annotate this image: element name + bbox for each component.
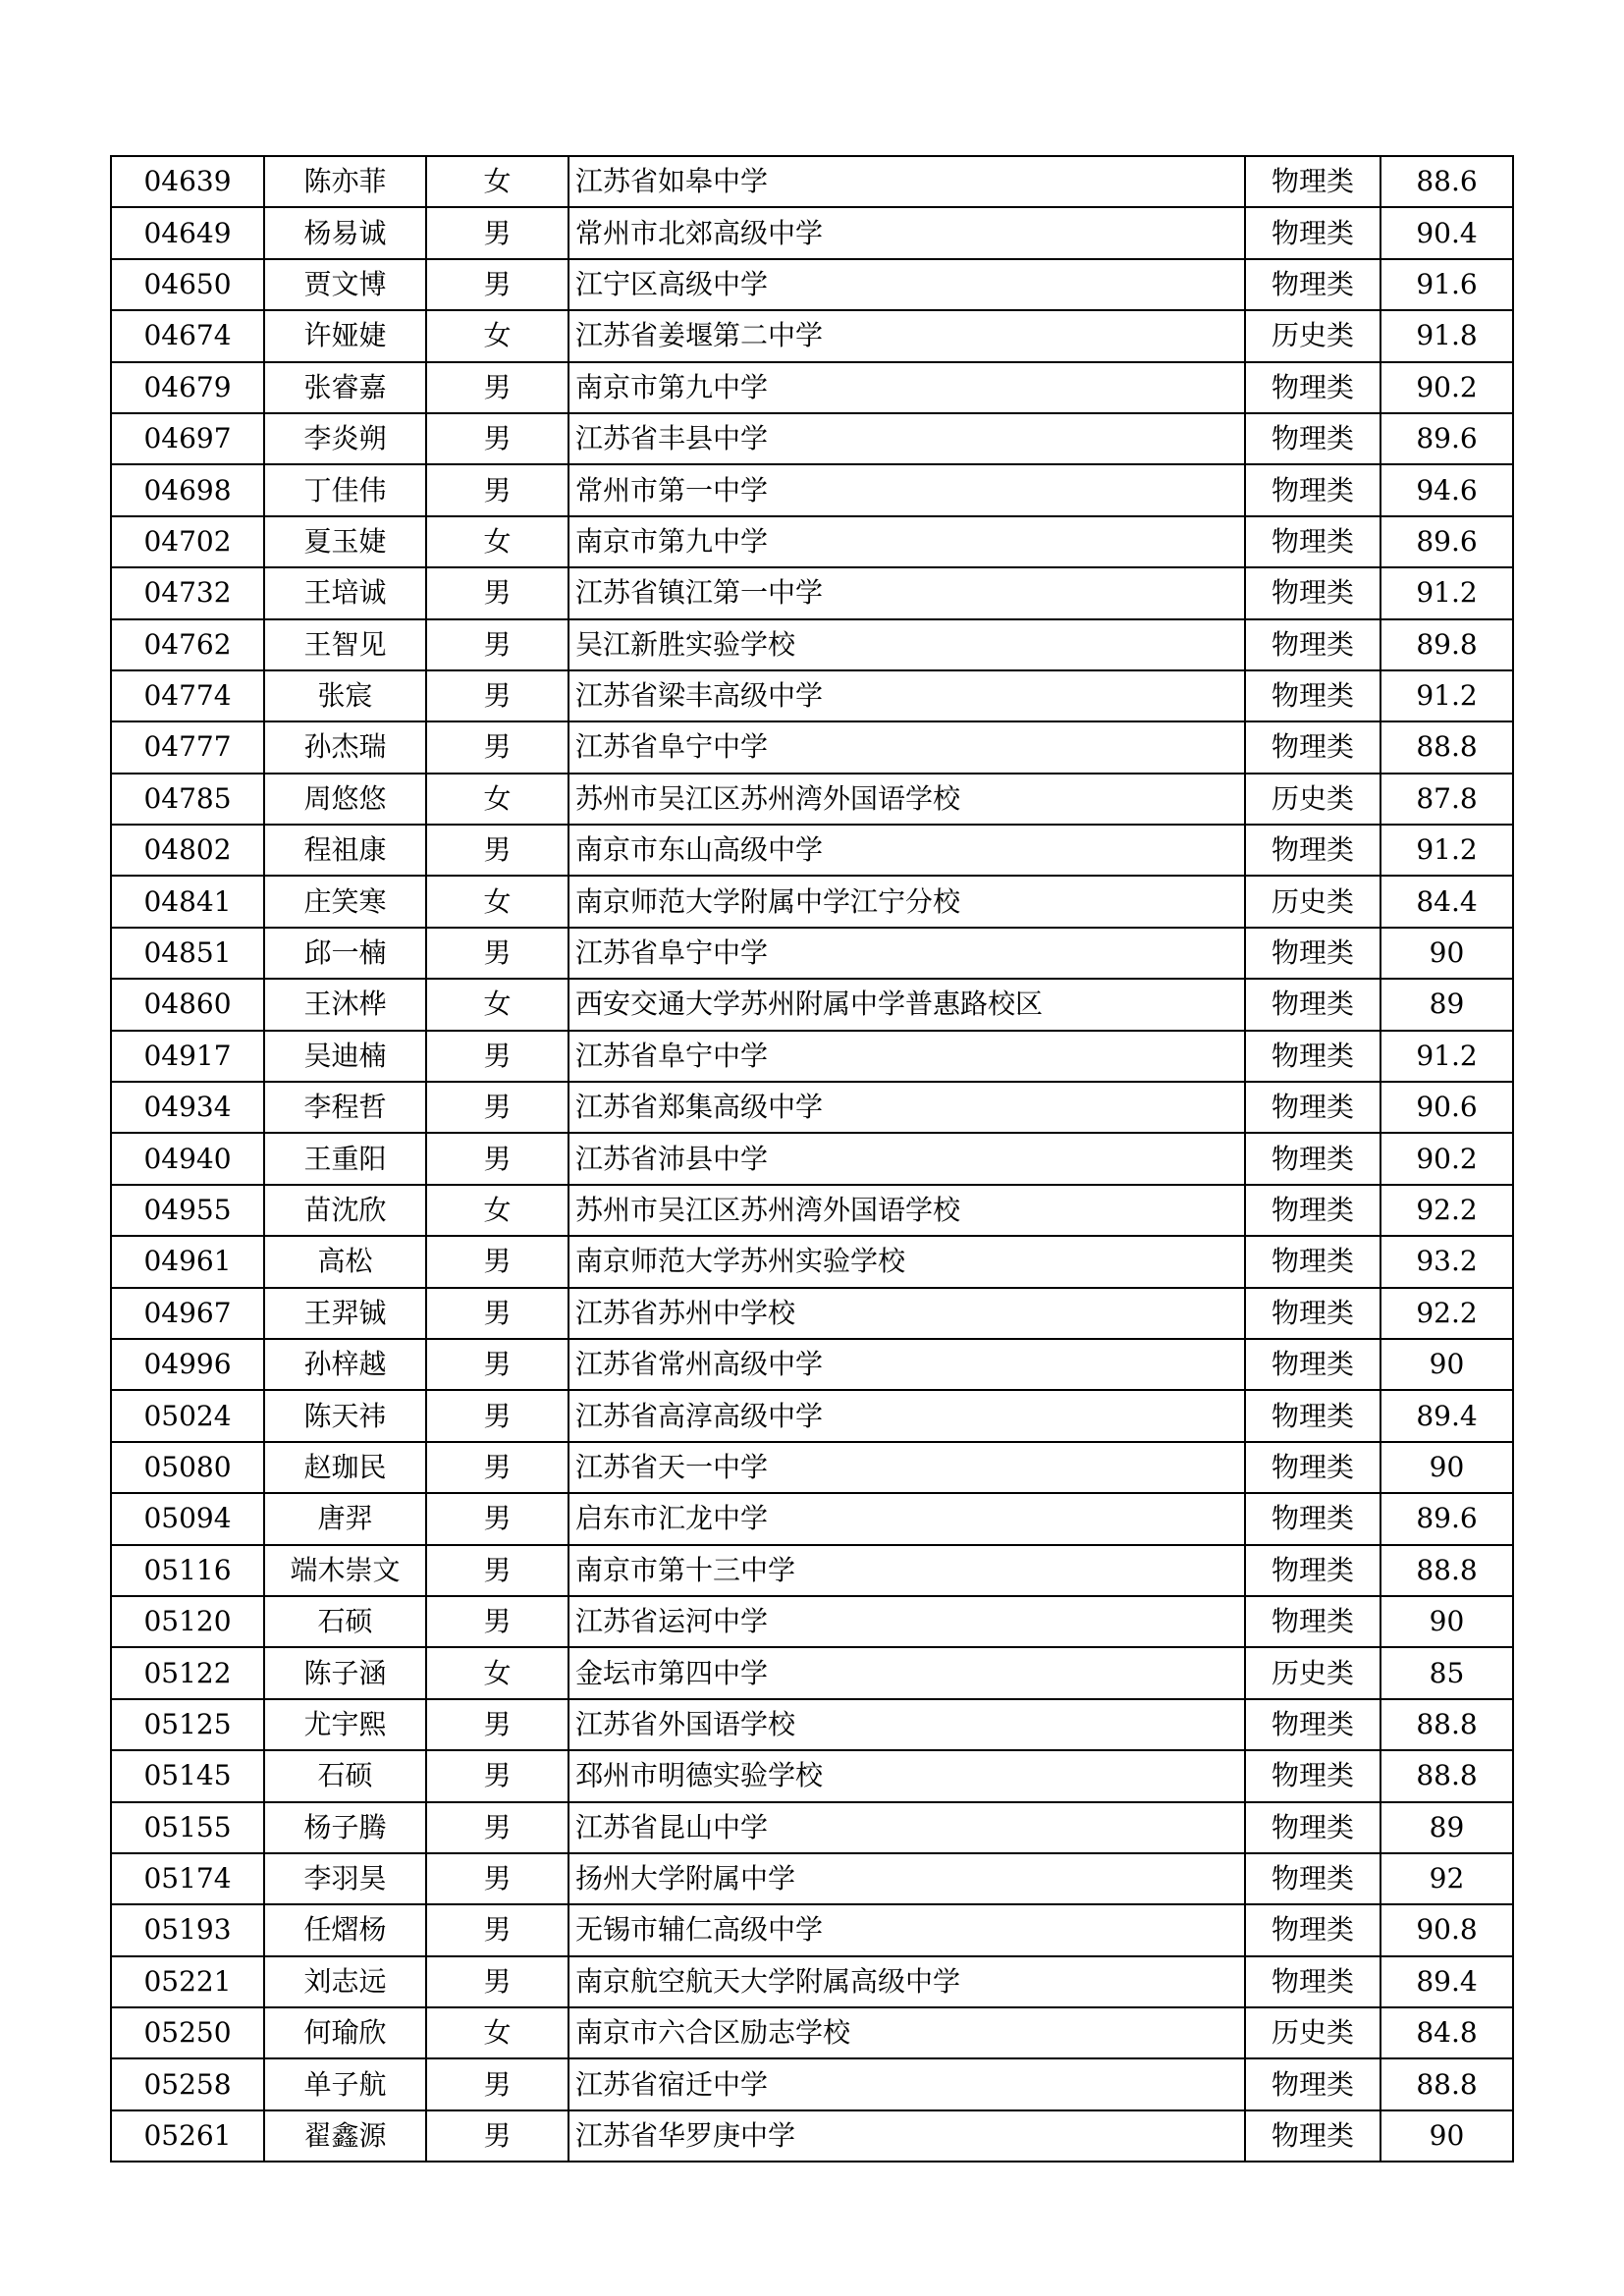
cell-school: 江苏省苏州中学校 xyxy=(568,1288,1245,1339)
cell-id: 04762 xyxy=(111,619,264,670)
cell-category: 物理类 xyxy=(1245,670,1380,721)
cell-category: 物理类 xyxy=(1245,464,1380,515)
table-row xyxy=(111,259,1513,310)
cell-category: 物理类 xyxy=(1245,1082,1380,1133)
table-row xyxy=(111,1185,1513,1236)
cell-category: 历史类 xyxy=(1245,876,1380,927)
table-row xyxy=(111,1288,1513,1339)
cell-gender: 男 xyxy=(426,1904,568,1955)
cell-gender: 男 xyxy=(426,928,568,979)
cell-school: 吴江新胜实验学校 xyxy=(568,619,1245,670)
cell-id: 04639 xyxy=(111,156,264,207)
cell-id: 05120 xyxy=(111,1596,264,1647)
table-row xyxy=(111,1596,1513,1647)
cell-score: 90 xyxy=(1380,928,1513,979)
cell-school: 江苏省外国语学校 xyxy=(568,1699,1245,1750)
cell-school: 江苏省运河中学 xyxy=(568,1596,1245,1647)
cell-name: 陈亦菲 xyxy=(264,156,426,207)
cell-school: 常州市北郊高级中学 xyxy=(568,207,1245,258)
table-row xyxy=(111,721,1513,773)
cell-id: 04860 xyxy=(111,979,264,1030)
cell-name: 单子航 xyxy=(264,2058,426,2109)
cell-score: 90 xyxy=(1380,1339,1513,1390)
cell-name: 李羽昊 xyxy=(264,1853,426,1904)
cell-category: 物理类 xyxy=(1245,1853,1380,1904)
cell-id: 04774 xyxy=(111,670,264,721)
cell-name: 端木崇文 xyxy=(264,1545,426,1596)
cell-score: 88.8 xyxy=(1380,1545,1513,1596)
cell-gender: 男 xyxy=(426,1596,568,1647)
cell-school: 苏州市吴江区苏州湾外国语学校 xyxy=(568,774,1245,825)
table-row xyxy=(111,928,1513,979)
cell-id: 05024 xyxy=(111,1390,264,1441)
cell-score: 88.8 xyxy=(1380,721,1513,773)
cell-gender: 男 xyxy=(426,670,568,721)
cell-category: 物理类 xyxy=(1245,1699,1380,1750)
table-row xyxy=(111,413,1513,464)
cell-id: 05193 xyxy=(111,1904,264,1955)
cell-category: 物理类 xyxy=(1245,567,1380,618)
cell-category: 物理类 xyxy=(1245,825,1380,876)
table-body xyxy=(111,156,1513,2162)
cell-category: 物理类 xyxy=(1245,1750,1380,1801)
table-row xyxy=(111,1442,1513,1493)
cell-school: 江苏省高淳高级中学 xyxy=(568,1390,1245,1441)
cell-name: 石硕 xyxy=(264,1596,426,1647)
cell-gender: 男 xyxy=(426,1493,568,1544)
cell-category: 物理类 xyxy=(1245,207,1380,258)
table-row xyxy=(111,1133,1513,1184)
cell-school: 南京市第九中学 xyxy=(568,362,1245,413)
cell-score: 91.2 xyxy=(1380,1031,1513,1082)
table-row xyxy=(111,310,1513,361)
cell-gender: 男 xyxy=(426,1802,568,1853)
cell-school: 南京市东山高级中学 xyxy=(568,825,1245,876)
cell-gender: 女 xyxy=(426,2007,568,2058)
cell-id: 04940 xyxy=(111,1133,264,1184)
cell-score: 91.8 xyxy=(1380,310,1513,361)
cell-name: 庄笑寒 xyxy=(264,876,426,927)
cell-school: 邳州市明德实验学校 xyxy=(568,1750,1245,1801)
cell-score: 88.6 xyxy=(1380,156,1513,207)
cell-school: 江苏省昆山中学 xyxy=(568,1802,1245,1853)
cell-school: 启东市汇龙中学 xyxy=(568,1493,1245,1544)
cell-id: 05094 xyxy=(111,1493,264,1544)
cell-gender: 男 xyxy=(426,1339,568,1390)
cell-id: 05258 xyxy=(111,2058,264,2109)
table-row xyxy=(111,1236,1513,1287)
cell-gender: 女 xyxy=(426,310,568,361)
cell-name: 孙杰瑞 xyxy=(264,721,426,773)
cell-score: 89.6 xyxy=(1380,516,1513,567)
cell-school: 西安交通大学苏州附属中学普惠路校区 xyxy=(568,979,1245,1030)
table-row xyxy=(111,2007,1513,2058)
cell-score: 90.2 xyxy=(1380,1133,1513,1184)
cell-category: 物理类 xyxy=(1245,1956,1380,2007)
cell-gender: 男 xyxy=(426,362,568,413)
cell-id: 04851 xyxy=(111,928,264,979)
cell-score: 92.2 xyxy=(1380,1185,1513,1236)
cell-name: 夏玉婕 xyxy=(264,516,426,567)
table-row xyxy=(111,1699,1513,1750)
table-row xyxy=(111,2058,1513,2109)
table-row xyxy=(111,516,1513,567)
cell-category: 物理类 xyxy=(1245,1442,1380,1493)
cell-score: 89.4 xyxy=(1380,1390,1513,1441)
cell-id: 04785 xyxy=(111,774,264,825)
cell-id: 05122 xyxy=(111,1647,264,1698)
cell-name: 石硕 xyxy=(264,1750,426,1801)
cell-score: 87.8 xyxy=(1380,774,1513,825)
cell-category: 物理类 xyxy=(1245,1031,1380,1082)
cell-name: 邱一楠 xyxy=(264,928,426,979)
cell-score: 91.6 xyxy=(1380,259,1513,310)
cell-category: 物理类 xyxy=(1245,1236,1380,1287)
cell-category: 物理类 xyxy=(1245,1596,1380,1647)
cell-id: 04917 xyxy=(111,1031,264,1082)
cell-gender: 男 xyxy=(426,567,568,618)
cell-gender: 男 xyxy=(426,1031,568,1082)
cell-school: 江苏省梁丰高级中学 xyxy=(568,670,1245,721)
cell-id: 05221 xyxy=(111,1956,264,2007)
cell-category: 历史类 xyxy=(1245,2007,1380,2058)
cell-id: 04649 xyxy=(111,207,264,258)
cell-name: 翟鑫源 xyxy=(264,2110,426,2162)
cell-score: 90.2 xyxy=(1380,362,1513,413)
cell-score: 90 xyxy=(1380,1442,1513,1493)
cell-name: 王沐桦 xyxy=(264,979,426,1030)
cell-name: 杨易诚 xyxy=(264,207,426,258)
table-row xyxy=(111,1082,1513,1133)
cell-category: 物理类 xyxy=(1245,619,1380,670)
cell-id: 04732 xyxy=(111,567,264,618)
cell-name: 王培诚 xyxy=(264,567,426,618)
cell-school: 江苏省常州高级中学 xyxy=(568,1339,1245,1390)
cell-name: 杨子腾 xyxy=(264,1802,426,1853)
cell-id: 04996 xyxy=(111,1339,264,1390)
table-row xyxy=(111,464,1513,515)
cell-gender: 男 xyxy=(426,825,568,876)
cell-gender: 男 xyxy=(426,1545,568,1596)
cell-school: 江苏省阜宁中学 xyxy=(568,928,1245,979)
cell-id: 04802 xyxy=(111,825,264,876)
cell-school: 苏州市吴江区苏州湾外国语学校 xyxy=(568,1185,1245,1236)
cell-school: 江苏省镇江第一中学 xyxy=(568,567,1245,618)
cell-gender: 男 xyxy=(426,464,568,515)
cell-gender: 男 xyxy=(426,259,568,310)
cell-gender: 男 xyxy=(426,1699,568,1750)
cell-id: 04698 xyxy=(111,464,264,515)
cell-id: 05155 xyxy=(111,1802,264,1853)
cell-gender: 男 xyxy=(426,413,568,464)
cell-score: 90 xyxy=(1380,2110,1513,2162)
cell-name: 赵珈民 xyxy=(264,1442,426,1493)
cell-name: 何瑜欣 xyxy=(264,2007,426,2058)
cell-score: 85 xyxy=(1380,1647,1513,1698)
cell-name: 贾文博 xyxy=(264,259,426,310)
cell-name: 李程哲 xyxy=(264,1082,426,1133)
cell-score: 92 xyxy=(1380,1853,1513,1904)
cell-score: 88.8 xyxy=(1380,2058,1513,2109)
cell-gender: 女 xyxy=(426,1185,568,1236)
cell-gender: 女 xyxy=(426,774,568,825)
cell-score: 94.6 xyxy=(1380,464,1513,515)
cell-category: 物理类 xyxy=(1245,1802,1380,1853)
cell-school: 南京师范大学苏州实验学校 xyxy=(568,1236,1245,1287)
table-row xyxy=(111,774,1513,825)
cell-school: 江苏省丰县中学 xyxy=(568,413,1245,464)
cell-gender: 男 xyxy=(426,1288,568,1339)
cell-gender: 男 xyxy=(426,1442,568,1493)
cell-gender: 男 xyxy=(426,1853,568,1904)
cell-category: 物理类 xyxy=(1245,413,1380,464)
cell-score: 89.4 xyxy=(1380,1956,1513,2007)
cell-school: 江苏省阜宁中学 xyxy=(568,1031,1245,1082)
cell-school: 江苏省沛县中学 xyxy=(568,1133,1245,1184)
cell-category: 物理类 xyxy=(1245,1390,1380,1441)
cell-id: 04650 xyxy=(111,259,264,310)
cell-id: 05116 xyxy=(111,1545,264,1596)
cell-school: 无锡市辅仁高级中学 xyxy=(568,1904,1245,1955)
table-row xyxy=(111,1750,1513,1801)
cell-school: 江苏省如皋中学 xyxy=(568,156,1245,207)
cell-score: 90 xyxy=(1380,1596,1513,1647)
cell-score: 90.8 xyxy=(1380,1904,1513,1955)
table-row xyxy=(111,362,1513,413)
cell-gender: 男 xyxy=(426,1390,568,1441)
cell-score: 91.2 xyxy=(1380,567,1513,618)
cell-id: 05261 xyxy=(111,2110,264,2162)
table-row xyxy=(111,156,1513,207)
cell-name: 周悠悠 xyxy=(264,774,426,825)
cell-category: 物理类 xyxy=(1245,2058,1380,2109)
table-row xyxy=(111,825,1513,876)
cell-school: 南京航空航天大学附属高级中学 xyxy=(568,1956,1245,2007)
cell-school: 南京市第十三中学 xyxy=(568,1545,1245,1596)
cell-name: 张宸 xyxy=(264,670,426,721)
cell-score: 89 xyxy=(1380,1802,1513,1853)
cell-school: 金坛市第四中学 xyxy=(568,1647,1245,1698)
table-row xyxy=(111,1853,1513,1904)
cell-school: 常州市第一中学 xyxy=(568,464,1245,515)
cell-name: 刘志远 xyxy=(264,1956,426,2007)
cell-category: 物理类 xyxy=(1245,1339,1380,1390)
cell-name: 吴迪楠 xyxy=(264,1031,426,1082)
cell-score: 91.2 xyxy=(1380,825,1513,876)
cell-category: 物理类 xyxy=(1245,1133,1380,1184)
cell-id: 04679 xyxy=(111,362,264,413)
cell-score: 88.8 xyxy=(1380,1699,1513,1750)
cell-score: 88.8 xyxy=(1380,1750,1513,1801)
cell-id: 04777 xyxy=(111,721,264,773)
cell-gender: 男 xyxy=(426,2110,568,2162)
cell-gender: 男 xyxy=(426,1236,568,1287)
cell-category: 物理类 xyxy=(1245,979,1380,1030)
table-row xyxy=(111,979,1513,1030)
cell-score: 89 xyxy=(1380,979,1513,1030)
cell-name: 任熠杨 xyxy=(264,1904,426,1955)
cell-gender: 女 xyxy=(426,1647,568,1698)
cell-school: 江苏省姜堰第二中学 xyxy=(568,310,1245,361)
cell-score: 89.6 xyxy=(1380,1493,1513,1544)
cell-name: 王羿铖 xyxy=(264,1288,426,1339)
cell-category: 物理类 xyxy=(1245,928,1380,979)
cell-id: 04967 xyxy=(111,1288,264,1339)
cell-gender: 男 xyxy=(426,721,568,773)
cell-gender: 男 xyxy=(426,2058,568,2109)
cell-category: 历史类 xyxy=(1245,1647,1380,1698)
cell-name: 尤宇熙 xyxy=(264,1699,426,1750)
cell-school: 南京市第九中学 xyxy=(568,516,1245,567)
cell-id: 04955 xyxy=(111,1185,264,1236)
cell-school: 南京市六合区励志学校 xyxy=(568,2007,1245,2058)
cell-id: 05125 xyxy=(111,1699,264,1750)
cell-score: 92.2 xyxy=(1380,1288,1513,1339)
cell-id: 04934 xyxy=(111,1082,264,1133)
table-row xyxy=(111,670,1513,721)
cell-gender: 女 xyxy=(426,979,568,1030)
cell-score: 89.8 xyxy=(1380,619,1513,670)
cell-score: 93.2 xyxy=(1380,1236,1513,1287)
cell-name: 丁佳伟 xyxy=(264,464,426,515)
cell-category: 物理类 xyxy=(1245,721,1380,773)
cell-id: 04697 xyxy=(111,413,264,464)
cell-id: 05250 xyxy=(111,2007,264,2058)
cell-school: 扬州大学附属中学 xyxy=(568,1853,1245,1904)
cell-gender: 男 xyxy=(426,207,568,258)
cell-name: 程祖康 xyxy=(264,825,426,876)
cell-name: 王重阳 xyxy=(264,1133,426,1184)
cell-score: 90.4 xyxy=(1380,207,1513,258)
cell-category: 物理类 xyxy=(1245,2110,1380,2162)
cell-category: 物理类 xyxy=(1245,156,1380,207)
cell-score: 84.8 xyxy=(1380,2007,1513,2058)
cell-score: 89.6 xyxy=(1380,413,1513,464)
cell-gender: 男 xyxy=(426,1750,568,1801)
cell-category: 物理类 xyxy=(1245,1288,1380,1339)
cell-score: 84.4 xyxy=(1380,876,1513,927)
cell-gender: 男 xyxy=(426,1956,568,2007)
cell-id: 04841 xyxy=(111,876,264,927)
cell-gender: 男 xyxy=(426,1133,568,1184)
table-row xyxy=(111,1545,1513,1596)
table-row xyxy=(111,1802,1513,1853)
cell-name: 苗沈欣 xyxy=(264,1185,426,1236)
cell-name: 陈子涵 xyxy=(264,1647,426,1698)
cell-category: 物理类 xyxy=(1245,516,1380,567)
cell-score: 90.6 xyxy=(1380,1082,1513,1133)
cell-category: 物理类 xyxy=(1245,362,1380,413)
cell-id: 05145 xyxy=(111,1750,264,1801)
cell-school: 江苏省阜宁中学 xyxy=(568,721,1245,773)
cell-score: 91.2 xyxy=(1380,670,1513,721)
cell-name: 孙梓越 xyxy=(264,1339,426,1390)
cell-name: 陈天祎 xyxy=(264,1390,426,1441)
cell-name: 张睿嘉 xyxy=(264,362,426,413)
cell-category: 物理类 xyxy=(1245,1545,1380,1596)
cell-name: 王智见 xyxy=(264,619,426,670)
student-list-table xyxy=(110,155,1514,2163)
table-row xyxy=(111,567,1513,618)
cell-gender: 女 xyxy=(426,156,568,207)
cell-id: 04674 xyxy=(111,310,264,361)
table-row xyxy=(111,619,1513,670)
cell-category: 历史类 xyxy=(1245,310,1380,361)
cell-id: 04702 xyxy=(111,516,264,567)
cell-category: 历史类 xyxy=(1245,774,1380,825)
cell-category: 物理类 xyxy=(1245,259,1380,310)
table-row xyxy=(111,1031,1513,1082)
cell-id: 04961 xyxy=(111,1236,264,1287)
table-row xyxy=(111,1956,1513,2007)
cell-gender: 男 xyxy=(426,1082,568,1133)
cell-name: 李炎朔 xyxy=(264,413,426,464)
cell-school: 南京师范大学附属中学江宁分校 xyxy=(568,876,1245,927)
cell-school: 江苏省郑集高级中学 xyxy=(568,1082,1245,1133)
table-row xyxy=(111,1493,1513,1544)
cell-category: 物理类 xyxy=(1245,1493,1380,1544)
table-row xyxy=(111,207,1513,258)
cell-school: 江苏省天一中学 xyxy=(568,1442,1245,1493)
cell-school: 江宁区高级中学 xyxy=(568,259,1245,310)
cell-gender: 女 xyxy=(426,876,568,927)
cell-gender: 女 xyxy=(426,516,568,567)
table-row xyxy=(111,876,1513,927)
cell-gender: 男 xyxy=(426,619,568,670)
cell-category: 物理类 xyxy=(1245,1185,1380,1236)
cell-school: 江苏省宿迁中学 xyxy=(568,2058,1245,2109)
table-row xyxy=(111,1390,1513,1441)
cell-category: 物理类 xyxy=(1245,1904,1380,1955)
table-row xyxy=(111,1647,1513,1698)
cell-name: 许娅婕 xyxy=(264,310,426,361)
cell-name: 唐羿 xyxy=(264,1493,426,1544)
cell-name: 高松 xyxy=(264,1236,426,1287)
table-row xyxy=(111,1339,1513,1390)
cell-id: 05174 xyxy=(111,1853,264,1904)
cell-school: 江苏省华罗庚中学 xyxy=(568,2110,1245,2162)
cell-id: 05080 xyxy=(111,1442,264,1493)
table-row xyxy=(111,1904,1513,1955)
table-row xyxy=(111,2110,1513,2162)
